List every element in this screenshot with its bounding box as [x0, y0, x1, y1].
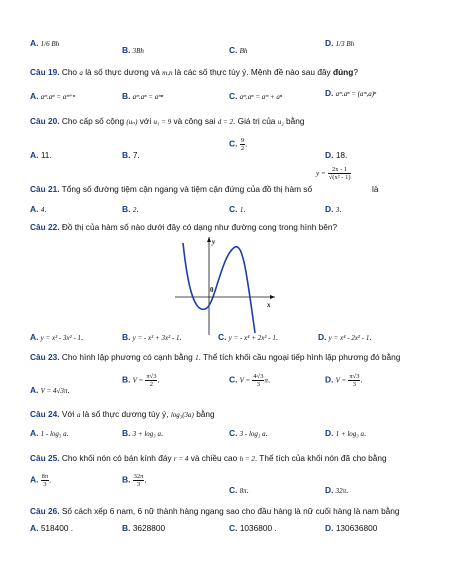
option-label: B.	[122, 374, 131, 385]
option-label: C.	[229, 138, 238, 149]
q21-c-value: 1	[239, 206, 244, 214]
q23-option-b: B. V = $\frac{\pi√3}{2}$ .	[122, 373, 160, 388]
option-label: D.	[325, 374, 334, 385]
q21-text-end	[372, 184, 378, 194]
fraction-numerator: 4√3	[253, 373, 264, 380]
q23-option-a: A. V = 4√3π.	[30, 385, 70, 395]
q19-option-a	[30, 91, 75, 101]
q19-stem	[30, 64, 450, 80]
q20-text: Cho cấp số cộng	[61, 116, 125, 126]
q18-option-c	[229, 45, 247, 55]
q26-d-value: 130636800	[335, 523, 378, 533]
option-label: B.	[122, 523, 131, 533]
option-label: A.	[30, 474, 39, 485]
q23-edge: 1	[195, 354, 199, 362]
q22-graph	[175, 235, 275, 335]
fraction-denominator: 3	[256, 381, 261, 388]
fraction-denominator: 3	[43, 481, 47, 488]
option-label: A.	[30, 523, 39, 533]
option-label: A.	[30, 428, 39, 438]
q19-c-expr: aᵐ.aⁿ = aᵐ + aⁿ	[239, 93, 283, 101]
q18-b-expr: 3Bh	[132, 47, 144, 55]
q26-option-c	[229, 523, 277, 533]
q25-text: và chiều cao	[190, 453, 238, 463]
q24-option-c: C. 3 - log₃ a.	[229, 428, 268, 438]
q18-c-expr: Bh	[239, 47, 248, 55]
q23-c-fraction	[252, 373, 264, 388]
q20-text: và công sai	[173, 116, 216, 126]
q18-a-expr: 1/6 Bh	[40, 40, 60, 48]
q20-text: với	[139, 116, 152, 126]
q22-option-d: D. y = x⁴ - 2x² - 1.	[318, 332, 372, 342]
option-label: B.	[122, 150, 131, 160]
q21-option-b: B. 2.	[122, 204, 139, 214]
option-label: C.	[229, 428, 238, 438]
option-label: C.	[229, 45, 238, 55]
q21-function	[316, 166, 351, 181]
q19-text: Cho	[61, 67, 78, 77]
option-label: B.	[122, 204, 131, 214]
q24-expr: log₃(3a)	[170, 411, 194, 419]
q18-option-a	[30, 38, 59, 48]
option-label: D.	[325, 88, 334, 98]
question-label: Câu 20.	[30, 116, 60, 126]
option-label: B.	[122, 45, 131, 55]
q25-option-b: B. $\frac{32\pi}{3}$ .	[122, 473, 147, 488]
x-axis-arrow	[270, 295, 275, 299]
q19-option-d	[325, 88, 376, 98]
q25-option-c: C. 8π.	[229, 485, 249, 495]
question-label: Câu 21.	[30, 184, 60, 194]
q25-option-a: A. $\frac{8\pi}{3}$ .	[30, 473, 52, 488]
q20-c-fraction	[240, 137, 245, 152]
q19-a-expr: aᵐ.aⁿ = aᵐ⁺ⁿ	[40, 93, 76, 101]
option-label: A.	[30, 91, 39, 101]
q21-d-value: 3	[335, 206, 340, 214]
question-label: Câu 25.	[30, 453, 60, 463]
fraction-numerator: π√3	[146, 373, 157, 380]
option-label: A.	[30, 38, 39, 48]
q24-b-expr: 3 + log₃ a	[132, 430, 161, 438]
option-label: C.	[229, 204, 238, 214]
q23-text: . Thể tích khối cầu ngoại tiếp hình lập phương đó bằng	[198, 352, 401, 362]
fraction-denominator: 3	[136, 481, 141, 488]
q23-a-expr: V = 4√3π	[40, 387, 68, 395]
option-label: C.	[229, 91, 238, 101]
q25-text: . Thể tích của khối nón đã cho bằng	[254, 453, 387, 463]
q26-stem	[30, 503, 450, 519]
q20-text: bằng	[285, 116, 305, 126]
fraction-denominator: 2	[240, 145, 245, 152]
option-label: D.	[325, 428, 334, 438]
option-label: A.	[30, 332, 39, 342]
fraction-numerator: π√3	[349, 373, 360, 380]
q21-func-lhs: y =	[316, 169, 326, 178]
q20-option-b	[122, 150, 140, 160]
fraction-numerator: 8π	[41, 473, 49, 480]
q23-c-tail: π	[264, 376, 268, 385]
option-label: D.	[318, 332, 327, 342]
option-label: A.	[30, 204, 39, 214]
q21-text: là	[372, 184, 379, 194]
fraction-numerator: 2x - 1	[328, 166, 352, 174]
option-label: A.	[30, 385, 39, 395]
question-label: Câu 26.	[30, 506, 60, 516]
function-curve	[183, 243, 255, 333]
option-label: D.	[325, 38, 334, 48]
q26-text: Số cách xếp 6 nam, 6 nữ thành hàng ngang sao cho đầu hàng là nữ cuối hàng là nam bằng	[61, 506, 400, 516]
q19-text: là các số thực tùy ý. Mệnh đề nào sau đây	[174, 67, 331, 77]
q23-c-lhs: V =	[239, 376, 251, 385]
option-label: D.	[325, 523, 334, 533]
option-label: B.	[122, 428, 131, 438]
option-label: C.	[218, 332, 227, 342]
question-label: Câu 23.	[30, 352, 60, 362]
option-label: C.	[229, 374, 238, 385]
q22-d-expr: y = x⁴ - 2x² - 1	[328, 334, 370, 342]
q24-text: bằng	[196, 409, 215, 419]
q21-a-value: 4	[40, 206, 45, 214]
q18-d-expr: 1/3 Bh	[335, 40, 355, 48]
q25-a-fraction	[41, 473, 50, 488]
q24-option-b: B. 3 + log₃ a.	[122, 428, 164, 438]
q18-option-b	[122, 45, 144, 55]
q26-c-value: 1036800 .	[239, 523, 277, 533]
q20-u1: u₁ = 9	[153, 118, 172, 126]
q21-func-fraction	[328, 166, 352, 181]
q23-b-fraction	[145, 373, 157, 388]
option-label: C.	[229, 485, 238, 495]
q21-option-d: D. 3.	[325, 204, 342, 214]
q22-option-c: C. y = - x⁴ + 2x² - 1.	[218, 332, 278, 342]
option-label: D.	[325, 204, 334, 214]
q20-option-d	[325, 150, 347, 160]
option-label: D.	[325, 150, 334, 160]
q24-text: là số thực dương tùy ý,	[82, 409, 169, 419]
q25-option-d: D. 32π.	[325, 485, 349, 495]
q19-d-expr: aᵐ.aⁿ = (aᵐ,a)ⁿ	[335, 90, 377, 98]
q20-stem	[30, 113, 450, 129]
q19-option-b	[122, 91, 163, 101]
q22-option-b: B. y = - x³ + 3x² - 1.	[122, 332, 182, 342]
q20-u2: u₂	[277, 118, 284, 126]
q26-option-b	[122, 523, 165, 533]
q24-text: Với	[61, 409, 75, 419]
q20-option-c: C. $\frac{9}{2}$ .	[229, 137, 248, 152]
q24-option-a: A. 1 - log₃ a.	[30, 428, 69, 438]
q26-b-value: 3628800	[132, 523, 166, 533]
q24-option-d: D. 1 + log₃ a.	[325, 428, 367, 438]
fraction-numerator: 9	[240, 137, 245, 144]
q23-d-lhs: V =	[335, 376, 347, 385]
q24-d-expr: 1 + log₃ a	[335, 430, 364, 438]
q26-a-value: 518400 .	[40, 523, 74, 533]
q21-stem	[30, 181, 450, 197]
q19-text: ?	[353, 67, 358, 77]
q20-option-a	[30, 150, 52, 160]
q19-bold-word: đúng	[333, 67, 354, 77]
q22-option-a: A. y = x³ - 3x² - 1.	[30, 332, 84, 342]
q19-var-a: a	[79, 69, 83, 77]
q24-a-expr: 1 - log₃ a	[40, 430, 67, 438]
option-label: D.	[325, 485, 334, 495]
option-label: B.	[122, 474, 131, 485]
y-axis-arrow	[207, 237, 211, 242]
question-label: Câu 19.	[30, 67, 60, 77]
option-label: B.	[122, 332, 131, 342]
option-label: B.	[122, 91, 131, 101]
fraction-denominator: 2	[149, 381, 154, 388]
fraction-denominator: 3	[352, 381, 357, 388]
q23-option-c: C. V = $\frac{4√3}{3}$ π.	[229, 373, 271, 388]
q22-stem	[30, 219, 450, 235]
q25-text: Cho khối nón có bán kính đáy	[61, 453, 172, 463]
q22-c-expr: y = - x⁴ + 2x² - 1	[228, 334, 276, 342]
q19-var-mn: m,n	[162, 69, 173, 77]
q22-text: Đồ thị của hàm số nào dưới đây có dạng như đường cong trong hình bên?	[61, 222, 338, 232]
q20-b-value: 7.	[132, 150, 140, 160]
q24-c-expr: 3 - log₃ a	[239, 430, 266, 438]
q20-d: d = 2	[217, 118, 233, 126]
q19-option-c	[229, 91, 282, 101]
option-label: A.	[30, 150, 39, 160]
q23-stem	[30, 349, 450, 365]
q20-a-value: 11.	[40, 150, 52, 160]
q25-d-expr: 32π	[335, 487, 347, 495]
q25-c-expr: 8π	[239, 487, 247, 495]
q21-option-a: A. 4.	[30, 204, 47, 214]
fraction-denominator: √(x² - 1)	[328, 174, 351, 181]
q25-b-fraction	[133, 473, 145, 488]
q24-stem	[30, 406, 450, 422]
axis-y-label: y	[212, 238, 216, 246]
q22-b-expr: y = - x³ + 3x² - 1	[132, 334, 180, 342]
q22-a-expr: y = x³ - 3x² - 1	[40, 334, 82, 342]
q26-option-a	[30, 523, 73, 533]
q20-d-value: 18.	[335, 150, 348, 160]
q25-height: h = 2	[239, 455, 255, 463]
q24-var-a: a	[76, 411, 81, 419]
question-label: Câu 22.	[30, 222, 60, 232]
q23-option-d: D. V = $\frac{\pi√3}{3}$ .	[325, 373, 363, 388]
q25-stem	[30, 450, 450, 466]
q23-b-lhs: V =	[132, 376, 144, 385]
q18-option-d	[325, 38, 354, 48]
q23-d-fraction	[348, 373, 360, 388]
q21-option-c: C. 1.	[229, 204, 246, 214]
q19-b-expr: aᵐ.aⁿ = aᵐⁿ	[132, 93, 164, 101]
question-label: Câu 24.	[30, 409, 60, 419]
axis-x-label: x	[267, 301, 271, 309]
q21-b-value: 2	[132, 206, 137, 214]
q20-sequence: (uₙ)	[126, 118, 138, 126]
q21-text: Tổng số đường tiệm cận ngang và tiệm cận đứng của đồ thị hàm số	[61, 184, 313, 194]
origin-label: 0	[210, 286, 214, 294]
q20-text: . Giá trị của	[233, 116, 276, 126]
q26-option-d	[325, 523, 377, 533]
q25-radius: r = 4	[173, 455, 189, 463]
q23-text: Cho hình lập phương có cạnh bằng	[61, 352, 193, 362]
q19-text: là số thực dương và	[85, 67, 160, 77]
option-label: C.	[229, 523, 238, 533]
fraction-numerator: 32π	[133, 473, 144, 480]
